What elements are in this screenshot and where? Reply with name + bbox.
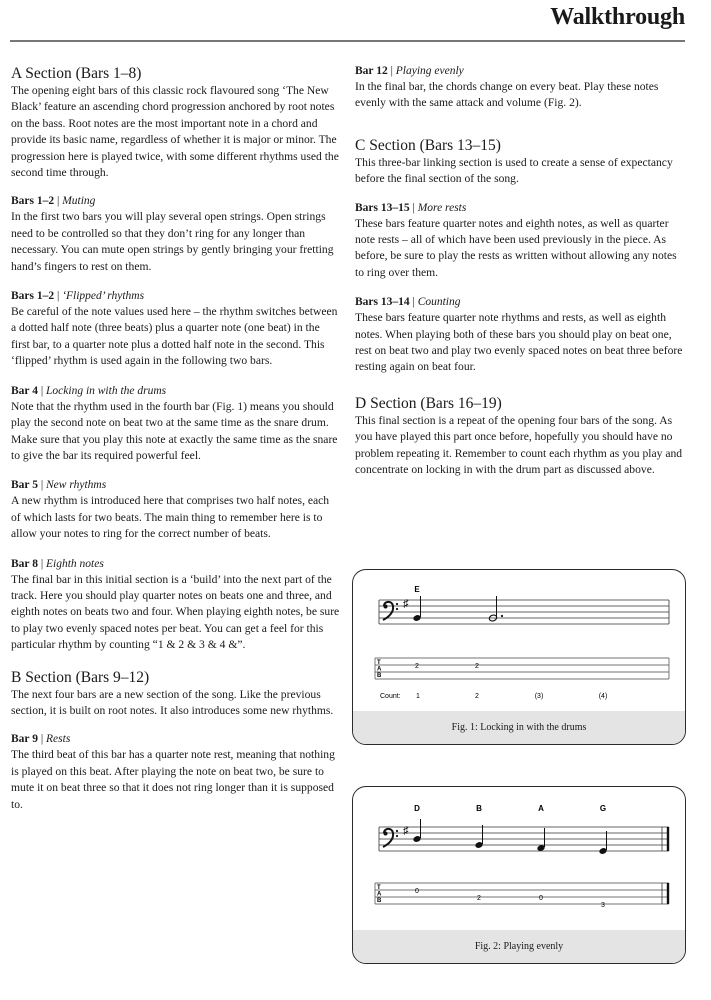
tab-label-a: A — [377, 666, 382, 673]
section-b-title: B Section (Bars 9–12) — [11, 668, 150, 686]
bar-9-rests — [11, 732, 341, 813]
figure-1-caption: Fig. 1: Locking in with the drums — [353, 711, 685, 744]
quarter-note — [598, 831, 607, 855]
section-b-body: The next four bars are a new section of the song. Like the previous section, it is built on root notes. It also introduces some new rhythms. — [11, 687, 334, 717]
tab-fret: 2 — [415, 663, 419, 670]
figure-1 — [352, 569, 686, 745]
quarter-note — [474, 825, 483, 849]
bar-5-new-rhythms — [11, 478, 341, 542]
subheading: Bar 8 | Eighth notes — [11, 557, 104, 570]
count-value: 1 — [416, 693, 420, 700]
quarter-note — [412, 819, 421, 843]
tab-label-b: B — [377, 673, 382, 679]
topic-label: Rests — [46, 733, 71, 746]
section-d-title: D Section (Bars 16–19) — [355, 394, 502, 412]
left-column — [11, 64, 341, 827]
topic-label: New rhythms — [46, 479, 107, 492]
paragraph: These bars feature quarter notes and eighth notes, as well as quarter note rests – all of which have been used previously in the piece. As before, be sure to play the rests as written without allowing any notes to ring over them. — [355, 216, 677, 279]
chord-symbol: G — [599, 804, 607, 813]
bars-13-14-counting — [355, 295, 685, 376]
bars-label: Bar 5 — [11, 479, 38, 492]
bar-12-playing-evenly — [355, 64, 685, 112]
tab-lines — [375, 883, 669, 904]
section-a-title: A Section (Bars 1–8) — [11, 65, 142, 82]
subheading: Bar 4 | Locking in with the drums — [11, 384, 167, 397]
count-label: Count: — [380, 693, 401, 700]
tab-fret: 2 — [475, 663, 479, 670]
paragraph: In the final bar, the chords change on every beat. Play these notes evenly with the same attack and volume (Fig. 2). — [355, 80, 659, 110]
paragraph: These bars feature quarter note rhythms and rests, as well as eighth notes. When playing both of these bars you should play on beat one, rest on beat two and play two evenly spaced notes on beat three before resting again on beat four. — [355, 311, 683, 374]
subheading: Bar 12 | Playing evenly — [355, 65, 464, 77]
topic-label: Eighth notes — [46, 557, 104, 570]
topic-label: More rests — [417, 201, 467, 214]
topic-label: Locking in with the drums — [46, 384, 167, 397]
tab-label-t: T — [377, 660, 381, 666]
bars-label: Bars 1–2 — [11, 195, 55, 208]
bars-label: Bar 12 — [355, 65, 388, 77]
topic-label: Playing evenly — [395, 65, 464, 77]
bars-1-2-muting — [11, 194, 341, 275]
section-c-title: C Section (Bars 13–15) — [355, 136, 501, 154]
fig1-notation — [353, 570, 685, 711]
tab-fret: 3 — [601, 902, 605, 909]
staff-lines — [379, 600, 669, 624]
subheading: Bar 9 | Rests — [11, 733, 71, 746]
bars-label: Bars 13–15 — [355, 201, 410, 214]
subheading: Bars 13–14 | Counting — [355, 296, 461, 309]
count-value: (4) — [598, 693, 608, 700]
quarter-note — [536, 828, 545, 852]
topic-label: Counting — [417, 296, 461, 309]
paragraph: The third beat of this bar has a quarter note rest, meaning that nothing is played on this beat. After playing the note on beat two, be sure to mute it on beat three so that it does not ring longer than it is supposed to. — [11, 748, 335, 811]
title-rule — [10, 40, 685, 42]
topic-label: ‘Flipped’ rhythms — [62, 290, 145, 303]
chord-symbol: E — [414, 585, 420, 594]
tab-fret: 0 — [415, 888, 419, 895]
page-title: Walkthrough — [550, 4, 685, 30]
bars-label: Bar 8 — [11, 557, 38, 570]
paragraph: Be careful of the note values used here – the rhythm switches between a dotted half note (three beats) plus a quarter note (one beat) in the first bar, to a quarter note plus a dotted half note in the second. This ‘flipped’ rhythm is used again in the following two bars. — [11, 305, 338, 368]
paragraph: The final bar in this initial section is a ‘build’ into the next part of the track. Here you should play quarter notes on beats one and three, and eighth notes on beats two and four. When playing eighth notes, be sure to play two evenly spaced notes per beat. You can get a feel for this particular rhythm by counting “1 & 2 & 3 & 4 &”. — [11, 572, 340, 652]
bars-label: Bar 9 — [11, 733, 38, 746]
bass-clef-icon — [383, 829, 398, 847]
section-d-body: This final section is a repeat of the opening four bars of the song. As you have played this part once before, hopefully you should have no problem repeating it. Remember to count each rhythm as you play and concentrate on locking in with the drum part as discussed above. — [355, 413, 683, 477]
bar-4-locking-in — [11, 384, 341, 465]
tab-label-a: A — [377, 891, 382, 898]
chord-symbol: A — [538, 804, 544, 813]
tab-lines — [375, 658, 669, 679]
figure-2 — [352, 786, 686, 964]
chord-symbol: B — [476, 804, 482, 813]
count-value: 2 — [475, 693, 479, 700]
section-c-body: This three-bar linking section is used to create a sense of expectancy before the final section of the song. — [355, 155, 673, 186]
count-value: (3) — [534, 693, 544, 700]
section-a — [11, 64, 341, 181]
bars-label: Bar 4 — [11, 384, 38, 397]
bars-13-15-more-rests — [355, 201, 685, 282]
subheading: Bars 13–15 | More rests — [355, 201, 467, 214]
sharp-icon: ♯ — [403, 598, 409, 610]
right-column — [355, 64, 685, 492]
sharp-icon: ♯ — [403, 825, 409, 837]
section-a-body: The opening eight bars of this classic rock flavoured song ‘The New Black’ feature an ascending chord progression anchored by root notes on the bass. Root notes are the most important note in a chord and provide its basic name, regardless of whether it is major or minor. The progression here is played twice, with some different rhythms used the second time through. — [11, 84, 339, 180]
paragraph: Note that the rhythm used in the fourth bar (Fig. 1) means you should play the second note on beat two at the same time as the snare drum. Make sure that you play this note at exactly the same time as the snare to give the bar its required powerful feel. — [11, 399, 338, 462]
tab-label-t: T — [377, 885, 381, 891]
subheading: Bar 5 | New rhythms — [11, 479, 107, 492]
bass-clef-icon — [383, 602, 398, 620]
section-b — [11, 668, 341, 720]
bars-label: Bars 13–14 — [355, 296, 410, 309]
topic-label: Muting — [62, 195, 96, 208]
bar-8-eighth-notes — [11, 557, 341, 654]
subheading: Bars 1–2 | ‘Flipped’ rhythms — [11, 290, 145, 303]
bars-1-2-flipped-rhythms — [11, 289, 341, 370]
section-d — [355, 394, 685, 479]
paragraph: In the first two bars you will play several open strings. Open strings need to be controlled so that they don’t ring for any longer than necessary. You can mute open strings by gently bringing your fretting hand’s fingers to rest on them. — [11, 210, 334, 273]
paragraph: A new rhythm is introduced here that comprises two half notes, each of which lasts for two beats. The main thing to remember here is to allow your notes to ring for the correct number of beats. — [11, 494, 330, 541]
staff-lines — [379, 827, 669, 851]
tab-label-b: B — [377, 898, 382, 904]
tab-fret: 2 — [477, 895, 481, 902]
figure-2-caption: Fig. 2: Playing evenly — [353, 930, 685, 963]
subheading: Bars 1–2 | Muting — [11, 195, 96, 208]
fig2-notation — [353, 787, 685, 930]
section-c — [355, 136, 685, 188]
tab-fret: 0 — [539, 895, 543, 902]
chord-symbol: D — [414, 804, 420, 813]
bars-label: Bars 1–2 — [11, 290, 55, 303]
